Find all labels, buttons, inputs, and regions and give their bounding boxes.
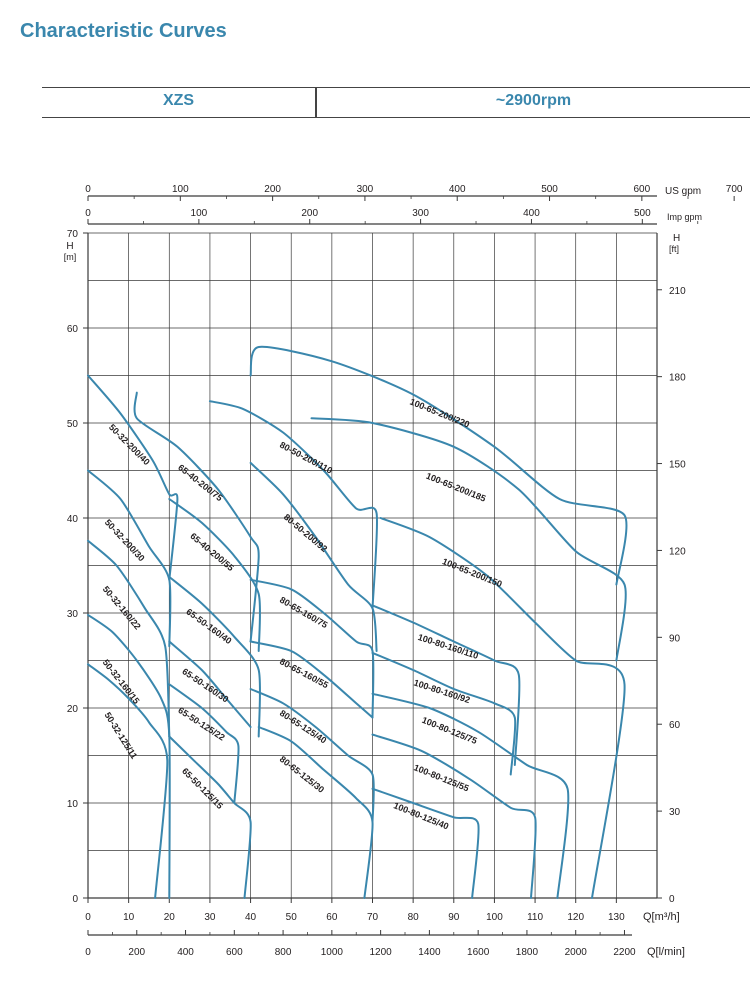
impgpm-tick-label: 400 [523,208,540,219]
curve-50-32-125/11 [88,664,167,898]
right-tick-label: 180 [669,372,686,384]
curve-80-65-125/30 [259,727,373,898]
lmin-tick-label: 1200 [369,947,392,958]
bottom-tick-label: 90 [448,912,460,923]
curve-label: 65-40-200/55 [188,530,236,573]
bottom-tick-label: 0 [85,912,91,923]
left-tick-label: 30 [66,609,78,620]
lmin-tick-label: 1400 [418,947,441,958]
impgpm-tick-label: 500 [633,208,651,219]
curve-label: 50-32-160/15 [100,657,142,706]
lmin-tick-label: 400 [177,947,194,958]
page-title: Characteristic Curves [20,20,227,42]
curve-label: 100-65-200/185 [424,470,488,504]
lmin-tick-label: 2000 [564,947,587,958]
curve-label: 100-65-200/220 [408,396,472,430]
impgpm-tick-label: 0 [85,208,91,219]
curve-label: 50-32-200/30 [102,517,147,564]
bottom-tick-label: 80 [407,912,419,923]
curve-label: 80-50-200/110 [278,439,335,476]
curve-label: 80-65-125/40 [277,707,329,746]
usgpm-tick-label: 600 [633,184,651,195]
curve-label: 100-80-125/55 [412,762,471,794]
left-tick-label: 20 [66,704,78,715]
usgpm-tick-label: 400 [448,184,466,195]
impgpm-axis-label: Imp gpm [667,212,703,222]
right-tick-label: 0 [669,894,675,905]
curve-label: 100-65-200/150 [440,556,504,590]
curve-label: 65-50-160/30 [180,666,231,705]
right-tick-label: 60 [669,720,681,732]
impgpm-tick-label: 300 [412,208,429,219]
bottom-tick-label: 70 [366,912,379,923]
lmin-tick-label: 200 [128,947,146,958]
lmin-tick-label: 600 [225,947,243,958]
left-axis-unit: [m] [63,252,77,262]
bottom-tick-label: 100 [486,912,503,923]
right-axis-unit: [ft] [669,244,680,254]
right-tick-label: 120 [669,546,686,558]
curve-100-65-200/220 [251,347,627,585]
curve-65-40-200/75 [135,393,259,642]
curve-label: 65-50-125/15 [180,765,225,811]
curve-label: 80-50-200/92 [281,511,330,554]
lmin-tick-label: 1000 [320,947,343,958]
curve-label: 50-32-160/22 [100,584,143,632]
curve-label: 65-40-200/75 [176,462,225,504]
left-axis-label: H [66,241,74,252]
curve-100-65-200/185 [312,418,626,660]
curve-label: 50-32-125/11 [102,710,140,761]
left-tick-label: 0 [72,894,78,905]
bottom-tick-label: 130 [608,912,625,923]
right-tick-label: 90 [669,633,681,645]
usgpm-tick-label: 500 [541,184,558,195]
curve-label: 100-80-160/110 [416,631,480,661]
left-tick-label: 50 [66,419,78,430]
curve-label: 65-50-125/22 [176,705,227,743]
left-tick-label: 60 [66,324,78,335]
usgpm-tick-label: 100 [171,184,189,195]
curve-100-80-125/75 [373,694,569,898]
curve-label: 80-65-125/30 [277,753,327,795]
lmin-tick-label: 2200 [613,947,636,958]
bottom-tick-label: 60 [326,912,338,923]
curve-100-80-125/40 [373,789,479,898]
curve-label: 80-65-160/55 [278,656,331,691]
bottom-axis-label: Q[m³/h] [643,911,680,923]
lmin-axis-label: Q[l/min] [647,946,685,958]
bottom-tick-label: 40 [245,912,257,923]
right-axis-label: H [673,233,681,244]
usgpm-tick-label: 300 [356,184,374,195]
usgpm-axis-label: US gpm [665,186,702,197]
usgpm-tick-label: 0 [85,184,91,195]
lmin-tick-label: 1600 [467,947,490,958]
bottom-tick-label: 20 [163,912,175,923]
usgpm-tick-label: 700 [725,184,743,195]
bottom-tick-label: 30 [204,912,216,923]
right-tick-label: 30 [669,807,681,819]
curve-label: 100-80-125/40 [392,800,451,832]
bottom-tick-label: 120 [567,912,585,923]
curve-80-50-200/110 [210,401,377,608]
lmin-tick-label: 1800 [515,947,539,958]
lmin-tick-label: 0 [85,947,91,958]
left-tick-label: 70 [66,229,78,240]
lmin-tick-label: 800 [274,947,292,958]
bottom-tick-label: 10 [123,912,135,923]
left-tick-label: 10 [66,799,78,810]
impgpm-tick-label: 200 [301,208,319,219]
model-name: XZS [162,92,195,109]
curve-label: 100-80-125/75 [420,714,479,747]
right-tick-label: 150 [669,459,686,471]
right-tick-label: 210 [669,285,686,297]
usgpm-tick-label: 200 [264,184,281,195]
bottom-tick-label: 50 [285,912,297,923]
speed-label: ~2900rpm [495,92,572,109]
curve-label: 100-80-160/92 [412,677,472,706]
curve-label: 65-50-160/40 [184,606,234,647]
left-tick-label: 40 [66,514,78,525]
curve-label: 80-65-160/75 [278,594,330,631]
bottom-tick-label: 110 [527,912,544,923]
curve-label: 50-32-200/40 [106,422,152,468]
impgpm-tick-label: 100 [190,208,208,219]
